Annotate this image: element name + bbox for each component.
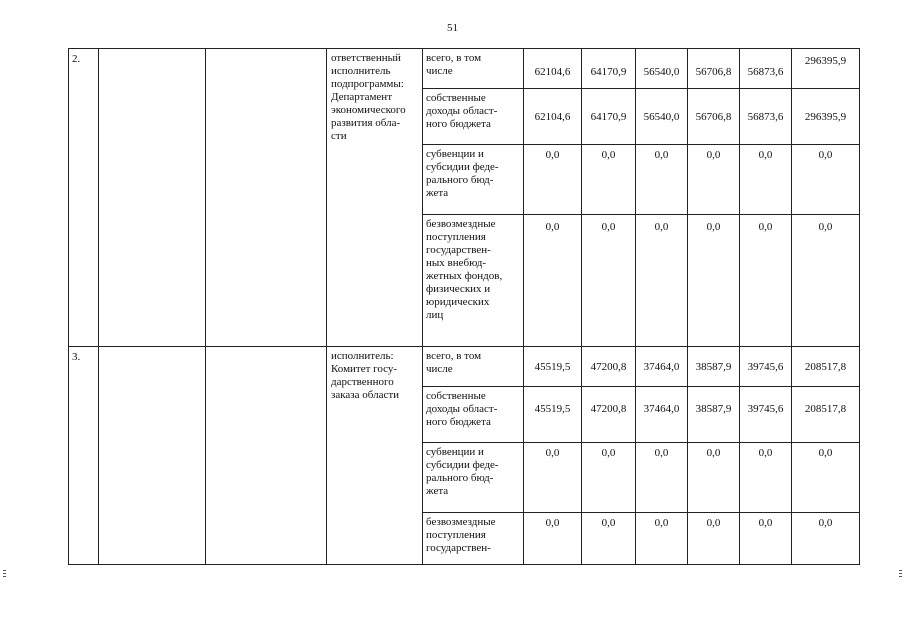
year-value — [636, 513, 688, 565]
value-text: 37464,0 — [643, 403, 680, 415]
year-value — [524, 387, 582, 443]
value-text: 37464,0 — [643, 361, 680, 373]
empty-cell — [206, 347, 327, 565]
value-text: 56540,0 — [643, 66, 680, 78]
year-value — [636, 49, 688, 89]
value-text: 0,0 — [654, 149, 669, 161]
executor-description — [327, 49, 423, 347]
value-text: 0,0 — [601, 149, 616, 161]
value-text: 0,0 — [706, 221, 721, 233]
margin-mark — [3, 573, 6, 574]
total-value — [792, 347, 860, 387]
funding-source-text: всего, в том числе — [426, 52, 482, 77]
empty-cell — [206, 49, 327, 347]
value-text: 0,0 — [601, 517, 616, 529]
value-text: 39745,6 — [747, 361, 784, 373]
value-text: 0,0 — [601, 221, 616, 233]
year-value — [524, 443, 582, 513]
page-number: 51 — [447, 22, 458, 34]
year-value — [582, 89, 636, 145]
funding-source — [423, 89, 524, 145]
year-value — [524, 49, 582, 89]
total-value — [792, 443, 860, 513]
funding-source-text: собственные доходы област- ного бюджета — [426, 390, 498, 428]
year-value — [688, 513, 740, 565]
value-text: 45519,5 — [534, 361, 571, 373]
value-text: 0,0 — [758, 447, 773, 459]
value-text: 38587,9 — [695, 361, 732, 373]
value-text: 296395,9 — [804, 111, 847, 123]
value-text: 47200,8 — [590, 403, 627, 415]
value-text: 38587,9 — [695, 403, 732, 415]
value-text: 0,0 — [545, 221, 560, 233]
value-text: 0,0 — [706, 149, 721, 161]
funding-source-text: всего, в том числе — [426, 350, 482, 375]
year-value — [740, 49, 792, 89]
value-text: 0,0 — [706, 447, 721, 459]
year-value — [582, 145, 636, 215]
year-value — [636, 387, 688, 443]
year-value — [582, 443, 636, 513]
value-text: 0,0 — [545, 149, 560, 161]
value-text: 56706,8 — [695, 111, 732, 123]
value-text: 0,0 — [654, 221, 669, 233]
total-value — [792, 387, 860, 443]
executor-text: ответственный исполнитель подпрограммы: Департамент экономического развития обла- сти — [331, 52, 406, 142]
funding-source — [423, 443, 524, 513]
year-value — [740, 387, 792, 443]
value-text: 208517,8 — [804, 361, 847, 373]
value-text: 296395,9 — [804, 55, 847, 67]
year-value — [582, 49, 636, 89]
year-value — [524, 215, 582, 347]
year-value — [582, 215, 636, 347]
year-value — [688, 215, 740, 347]
year-value — [688, 443, 740, 513]
year-value — [524, 145, 582, 215]
value-text: 208517,8 — [804, 403, 847, 415]
value-text: 0,0 — [818, 517, 833, 529]
year-value — [740, 89, 792, 145]
year-value — [636, 89, 688, 145]
row-number: 2. — [69, 49, 99, 347]
year-value — [582, 513, 636, 565]
year-value — [524, 513, 582, 565]
funding-source — [423, 215, 524, 347]
value-text: 0,0 — [654, 517, 669, 529]
value-text: 0,0 — [706, 517, 721, 529]
value-text: 0,0 — [545, 447, 560, 459]
year-value — [740, 215, 792, 347]
total-value — [792, 513, 860, 565]
year-value — [524, 89, 582, 145]
funding-source-text: безвозмездные поступления государствен- ных внебюд- жетных фондов, физических и юридических лиц — [426, 218, 503, 321]
value-text: 0,0 — [758, 517, 773, 529]
margin-mark — [3, 570, 6, 571]
year-value — [740, 443, 792, 513]
value-text: 56873,6 — [747, 66, 784, 78]
total-value — [792, 215, 860, 347]
funding-source — [423, 49, 524, 89]
year-value — [636, 145, 688, 215]
funding-source — [423, 513, 524, 565]
funding-source-text: субвенции и субсидии феде- рального бюд- жета — [426, 148, 499, 199]
value-text: 62104,6 — [534, 111, 571, 123]
margin-mark — [899, 570, 902, 571]
executor-description — [327, 347, 423, 565]
value-text: 45519,5 — [534, 403, 571, 415]
total-value — [792, 89, 860, 145]
year-value — [582, 347, 636, 387]
funding-source-text: собственные доходы област- ного бюджета — [426, 92, 498, 130]
year-value — [688, 347, 740, 387]
margin-mark — [3, 576, 6, 577]
value-text: 0,0 — [758, 221, 773, 233]
value-text: 56873,6 — [747, 111, 784, 123]
year-value — [688, 145, 740, 215]
empty-cell — [99, 49, 206, 347]
funding-source — [423, 347, 524, 387]
year-value — [740, 347, 792, 387]
funding-source-text: субвенции и субсидии феде- рального бюд- жета — [426, 446, 499, 497]
value-text: 0,0 — [601, 447, 616, 459]
total-value — [792, 49, 860, 89]
year-value — [582, 387, 636, 443]
funding-source — [423, 145, 524, 215]
value-text: 0,0 — [545, 517, 560, 529]
value-text: 47200,8 — [590, 361, 627, 373]
year-value — [636, 443, 688, 513]
budget-table — [68, 48, 860, 565]
table-body — [69, 49, 860, 565]
value-text: 39745,6 — [747, 403, 784, 415]
margin-mark — [899, 576, 902, 577]
year-value — [740, 145, 792, 215]
year-value — [688, 387, 740, 443]
value-text: 0,0 — [818, 149, 833, 161]
year-value — [740, 513, 792, 565]
value-text: 64170,9 — [590, 111, 627, 123]
year-value — [688, 89, 740, 145]
funding-source — [423, 387, 524, 443]
value-text: 64170,9 — [590, 66, 627, 78]
value-text: 0,0 — [818, 221, 833, 233]
table-row — [69, 347, 860, 387]
year-value — [688, 49, 740, 89]
value-text: 0,0 — [758, 149, 773, 161]
year-value — [636, 347, 688, 387]
total-value — [792, 145, 860, 215]
value-text: 0,0 — [818, 447, 833, 459]
margin-mark — [899, 573, 902, 574]
value-text: 56706,8 — [695, 66, 732, 78]
executor-text: исполнитель: Комитет госу- дарственного заказа области — [331, 350, 400, 401]
table-row — [69, 49, 860, 89]
value-text: 56540,0 — [643, 111, 680, 123]
funding-source-text: безвозмездные поступления государствен- — [426, 516, 496, 554]
value-text: 62104,6 — [534, 66, 571, 78]
row-number: 3. — [69, 347, 99, 565]
empty-cell — [99, 347, 206, 565]
year-value — [636, 215, 688, 347]
value-text: 0,0 — [654, 447, 669, 459]
year-value — [524, 347, 582, 387]
